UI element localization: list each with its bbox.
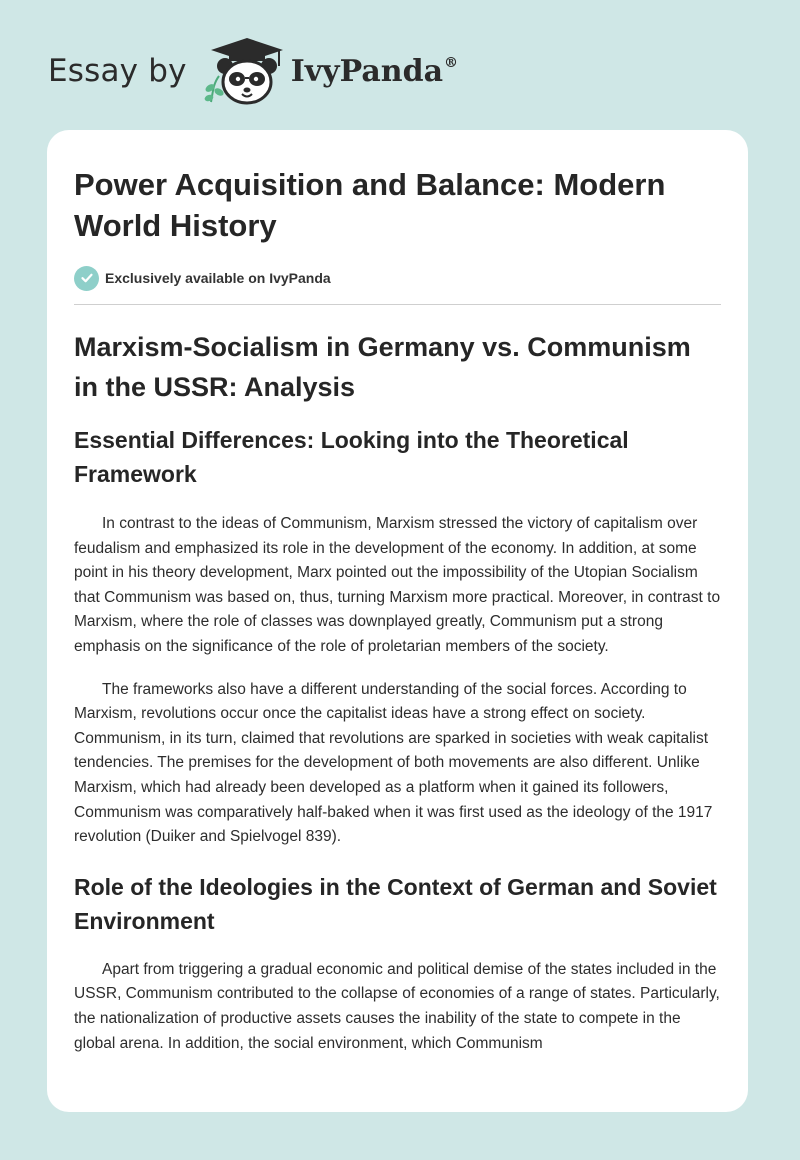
paragraph: Apart from triggering a gradual economic and political demise of the states included in the USSR, Communism contributed to the collapse of economies of a range of states. Particularly, the nationalization of productive assets causes the inability of the state to compete in the global arena. In addition, the social environment, which Communism xyxy=(74,960,720,1052)
subheading-theoretical-framework: Essential Differences: Looking into the Theoretical Framework xyxy=(74,427,629,487)
trademark-symbol: ® xyxy=(444,54,459,71)
site-header xyxy=(48,36,458,106)
subheading-role-of-ideologies: Role of the Ideologies in the Context of German and Soviet Environment xyxy=(74,873,717,934)
panda-logo-icon[interactable] xyxy=(199,36,287,106)
essay-by-label: Essay by xyxy=(48,53,187,89)
page-title: Power Acquisition and Balance: Modern World History xyxy=(74,167,666,243)
exclusive-badge xyxy=(74,265,721,291)
paragraph: The frameworks also have a different understanding of the social forces. According to Marxism, revolutions occur once the capitalist ideas have a strong effect on society. Communism, in its turn, claimed that revolutions are sparked in societies with weak capitalist tendencies. The premises for the development of both movements are also different. Unlike Marxism, which had already been developed as a platform when it gained its followers, Communism was comparatively half-baked when it was first used as the ideology of the 1917 revolution (Duiker and Spielvogel 839). xyxy=(74,680,713,846)
section-heading: Marxism-Socialism in Germany vs. Communism in the USSR: Analysis xyxy=(74,332,691,402)
check-icon xyxy=(74,266,99,291)
divider xyxy=(74,304,721,305)
paragraph: In contrast to the ideas of Communism, Marxism stressed the victory of capitalism over feudalism and emphasized its role in the development of the economy. In addition, at some point in his theory development, Marx pointed out the impossibility of the Utopian Socialism that Communism was based on, thus, turning Marxism more practical. Moreover, in contrast to Marxism, where the role of classes was downplayed greatly, Communism put a strong emphasis on the significance of the role of proletarian members of the society. xyxy=(74,515,721,655)
brand-name[interactable]: IvyPanda® xyxy=(290,53,459,89)
exclusive-label: Exclusively available on IvyPanda xyxy=(105,270,331,286)
article-card xyxy=(47,130,748,1112)
